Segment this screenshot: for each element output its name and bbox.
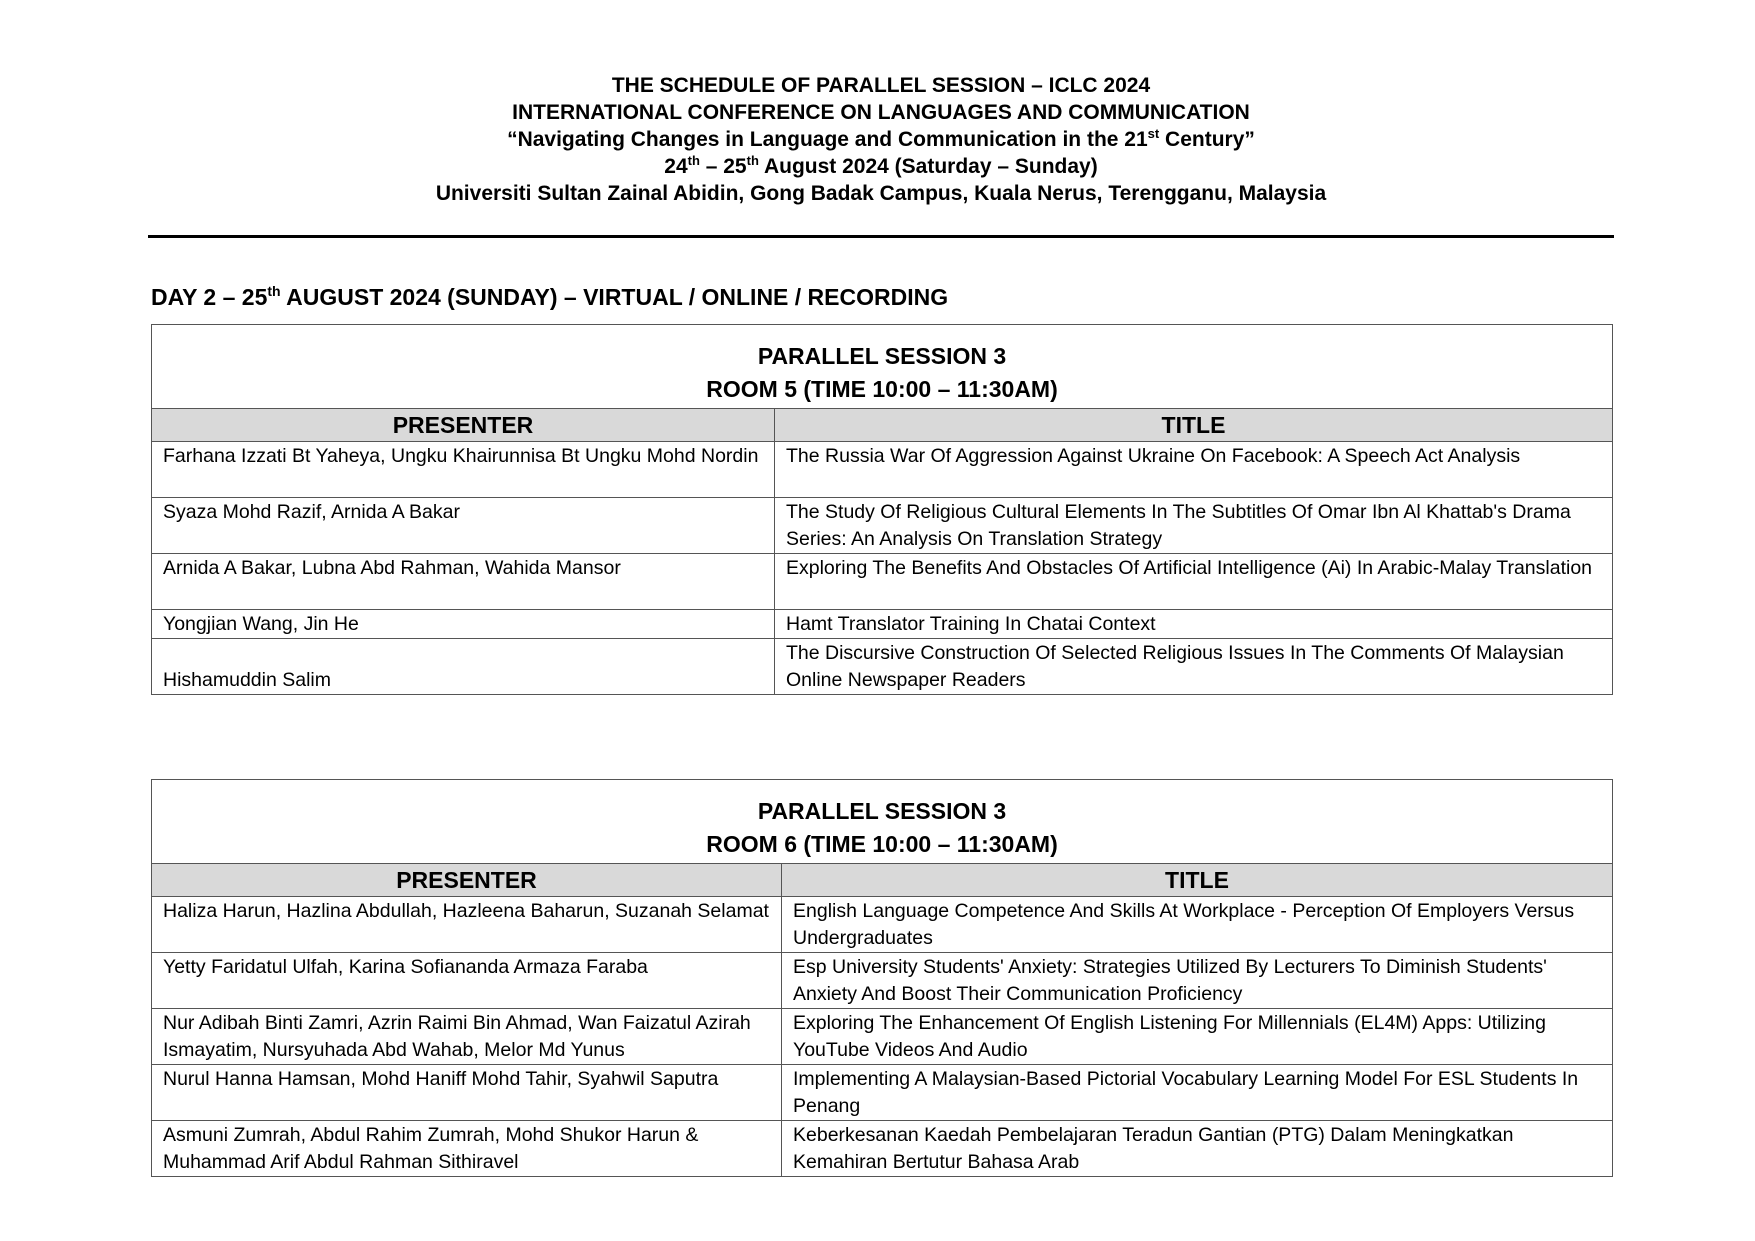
header-theme-text: “Navigating Changes in Language and Communication in the 21 bbox=[507, 128, 1148, 151]
table-row bbox=[152, 1009, 1613, 1065]
day-heading-text: DAY 2 – 25 bbox=[151, 284, 268, 310]
header-divider bbox=[148, 235, 1614, 238]
session-heading bbox=[152, 780, 1613, 864]
header-date-start-sup: th bbox=[687, 153, 700, 168]
header-date-rest: August 2024 (Saturday – Sunday) bbox=[758, 155, 1098, 178]
session-title: PARALLEL SESSION 3 bbox=[757, 343, 1007, 369]
presenter-cell: Yongjian Wang, Jin He bbox=[152, 610, 775, 639]
day-heading bbox=[151, 283, 948, 311]
header-theme bbox=[148, 126, 1614, 153]
table-row bbox=[152, 897, 1613, 953]
title-column-header: TITLE bbox=[775, 409, 1613, 442]
session-room: ROOM 6 (TIME 10:00 – 11:30AM) bbox=[706, 831, 1058, 857]
title-cell: The Discursive Construction Of Selected Religious Issues In The Comments Of Malaysian Online Newspaper Readers bbox=[775, 639, 1613, 695]
presenter-column-header: PRESENTER bbox=[152, 864, 782, 897]
header-venue: Universiti Sultan Zainal Abidin, Gong Badak Campus, Kuala Nerus, Terengganu, Malaysia bbox=[435, 182, 1327, 205]
table-row bbox=[152, 554, 1613, 610]
table-row bbox=[152, 639, 1613, 695]
title-column-header: TITLE bbox=[782, 864, 1613, 897]
table-row bbox=[152, 610, 1613, 639]
session-heading bbox=[152, 325, 1613, 409]
title-cell: Esp University Students' Anxiety: Strategies Utilized By Lecturers To Diminish Students' Anxiety And Boost Their Communication Proficiency bbox=[782, 953, 1613, 1009]
table-row bbox=[152, 953, 1613, 1009]
session-title: PARALLEL SESSION 3 bbox=[757, 798, 1007, 824]
presenter-cell: Arnida A Bakar, Lubna Abd Rahman, Wahida Mansor bbox=[152, 554, 775, 610]
session-room: ROOM 5 (TIME 10:00 – 11:30AM) bbox=[706, 376, 1058, 402]
header-schedule-title: THE SCHEDULE OF PARALLEL SESSION – ICLC 2024 bbox=[611, 74, 1151, 97]
header-dates bbox=[148, 153, 1614, 180]
day-heading-rest: AUGUST 2024 (SUNDAY) – VIRTUAL / ONLINE / RECORDING bbox=[280, 284, 949, 310]
presenter-cell: Nurul Hanna Hamsan, Mohd Haniff Mohd Tahir, Syahwil Saputra bbox=[152, 1065, 782, 1121]
table-row bbox=[152, 1121, 1613, 1177]
presenter-cell: Haliza Harun, Hazlina Abdullah, Hazleena Baharun, Suzanah Selamat bbox=[152, 897, 782, 953]
header-conference-name: INTERNATIONAL CONFERENCE ON LANGUAGES AND COMMUNICATION bbox=[512, 101, 1250, 124]
table-row bbox=[152, 1065, 1613, 1121]
header-date-start: 24 bbox=[664, 155, 688, 178]
presenter-cell: Asmuni Zumrah, Abdul Rahim Zumrah, Mohd Shukor Harun & Muhammad Arif Abdul Rahman Sithiravel bbox=[152, 1121, 782, 1177]
title-cell: English Language Competence And Skills At Workplace - Perception Of Employers Versus Undergraduates bbox=[782, 897, 1613, 953]
day-heading-sup: th bbox=[267, 283, 281, 299]
document-header bbox=[148, 72, 1614, 207]
title-cell: Keberkesanan Kaedah Pembelajaran Teradun Gantian (PTG) Dalam Meningkatkan Kemahiran Bertutur Bahasa Arab bbox=[782, 1121, 1613, 1177]
title-cell: Exploring The Enhancement Of English Listening For Millennials (EL4M) Apps: Utilizing YouTube Videos And Audio bbox=[782, 1009, 1613, 1065]
title-cell: Implementing A Malaysian-Based Pictorial Vocabulary Learning Model For ESL Students In Penang bbox=[782, 1065, 1613, 1121]
header-date-end-sup: th bbox=[746, 153, 759, 168]
presenter-cell: Yetty Faridatul Ulfah, Karina Sofiananda Armaza Faraba bbox=[152, 953, 782, 1009]
title-cell: Exploring The Benefits And Obstacles Of Artificial Intelligence (Ai) In Arabic-Malay Translation bbox=[775, 554, 1613, 610]
header-theme-sup: st bbox=[1147, 126, 1160, 141]
session-table-room-5 bbox=[151, 324, 1613, 695]
session-table-room-6 bbox=[151, 779, 1613, 1177]
presenter-cell: Syaza Mohd Razif, Arnida A Bakar bbox=[152, 498, 775, 554]
title-cell: The Study Of Religious Cultural Elements In The Subtitles Of Omar Ibn Al Khattab's Drama Series: An Analysis On Translation Strategy bbox=[775, 498, 1613, 554]
header-theme-end: Century” bbox=[1159, 128, 1255, 151]
presenter-cell: Hishamuddin Salim bbox=[152, 639, 775, 695]
title-cell: Hamt Translator Training In Chatai Context bbox=[775, 610, 1613, 639]
presenter-cell: Nur Adibah Binti Zamri, Azrin Raimi Bin Ahmad, Wan Faizatul Azirah Ismayatim, Nursyuhada Abd Wahab, Melor Md Yunus bbox=[152, 1009, 782, 1065]
header-date-end: – 25 bbox=[699, 155, 747, 178]
table-row bbox=[152, 442, 1613, 498]
title-cell: The Russia War Of Aggression Against Ukraine On Facebook: A Speech Act Analysis bbox=[775, 442, 1613, 498]
presenter-column-header: PRESENTER bbox=[152, 409, 775, 442]
presenter-cell: Farhana Izzati Bt Yaheya, Ungku Khairunnisa Bt Ungku Mohd Nordin bbox=[152, 442, 775, 498]
table-row bbox=[152, 498, 1613, 554]
